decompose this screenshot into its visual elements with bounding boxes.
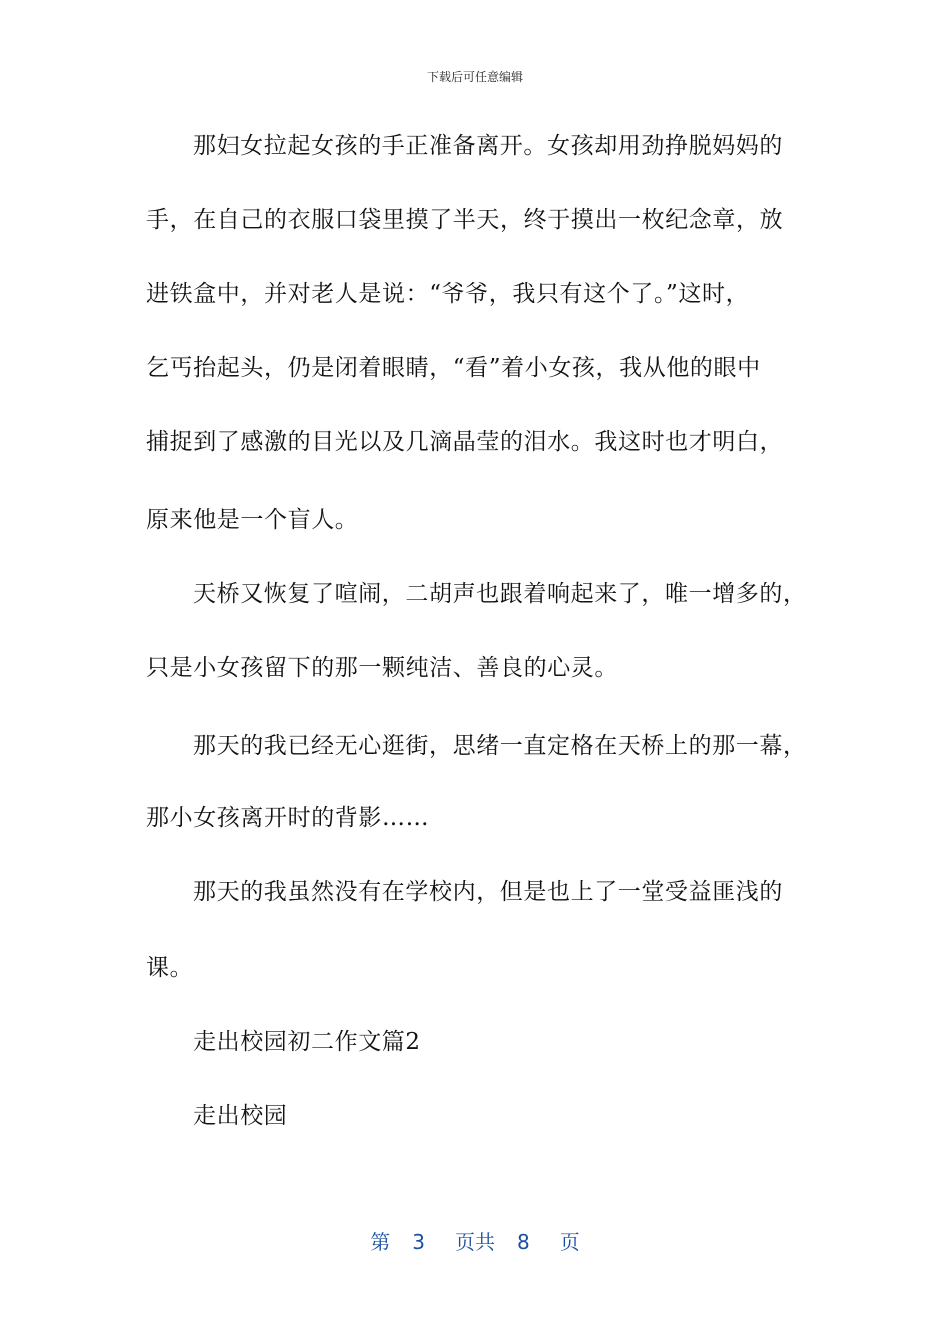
paragraph-line: 手，在自己的衣服口袋里摸了半天，终于摸出一枚纪念章，放 [146,207,784,233]
paragraph-line: 那天的我虽然没有在学校内，但是也上了一堂受益匪浅的 [193,879,783,905]
header-note: 下载后可任意编辑 [426,70,523,84]
page-footer [0,1226,950,1255]
section-title: 走出校园初二作文篇2 [193,1029,421,1055]
paragraph-line: 那小女孩离开时的背影…… [146,805,430,831]
paragraph-line: 捕捉到了感激的目光以及几滴晶莹的泪水。我这时也才明白， [146,429,784,455]
footer-suffix: 页 [559,1230,580,1254]
paragraph-line: 课。 [146,955,194,981]
paragraph-line: 进铁盒中，并对老人是说：“爷爷，我只有这个了。”这时， [146,281,750,307]
footer-middle: 页共 [455,1230,495,1254]
paragraph-line: 乞丐抬起头，仍是闭着眼睛，“看”着小女孩，我从他的眼中 [146,355,761,381]
footer-total-pages: 8 [517,1230,530,1254]
paragraph-line: 那天的我已经无心逛街，思绪一直定格在天桥上的那一幕， [193,733,807,759]
paragraph-line: 那妇女拉起女孩的手正准备离开。女孩却用劲挣脱妈妈的 [193,133,783,159]
section-title: 走出校园 [193,1103,288,1129]
footer-prefix: 第 [370,1230,391,1254]
footer-current-page: 3 [412,1230,425,1254]
paragraph-line: 只是小女孩留下的那一颗纯洁、善良的心灵。 [146,655,618,681]
paragraph-line: 天桥又恢复了喧闹，二胡声也跟着响起来了，唯一增多的， [193,581,807,607]
paragraph-line: 原来他是一个盲人。 [146,507,359,533]
